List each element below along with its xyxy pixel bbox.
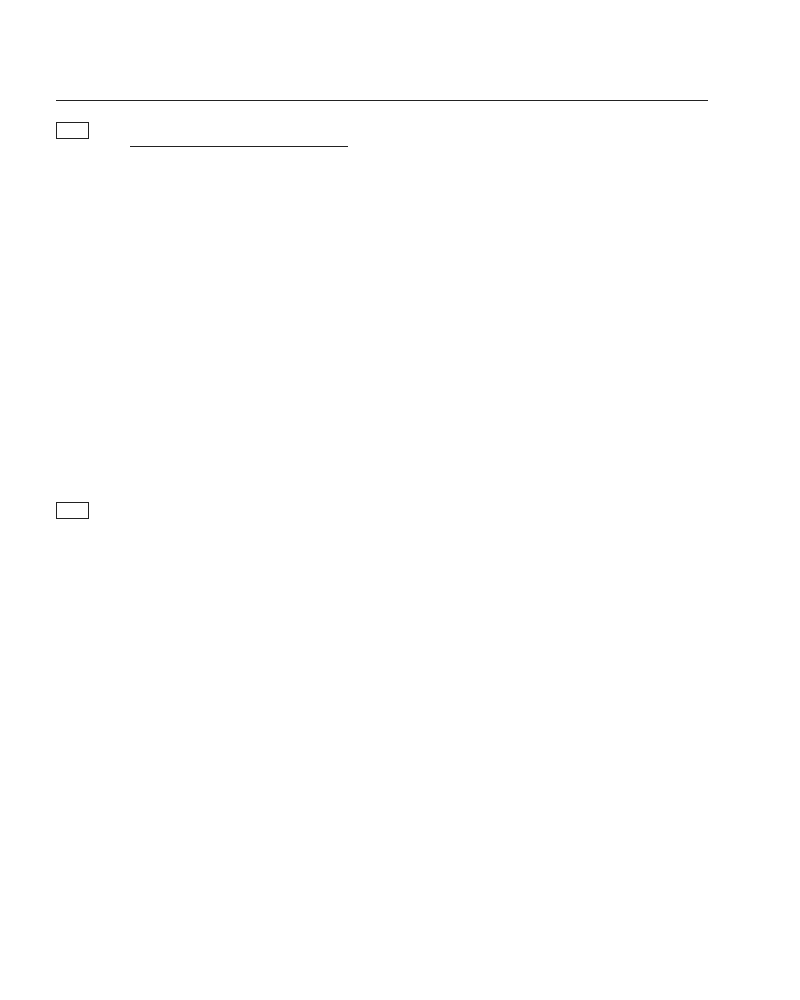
task-number-box	[56, 122, 89, 139]
task-number-box	[56, 502, 89, 519]
task-19	[56, 120, 708, 151]
answer-field[interactable]	[130, 134, 348, 147]
page-header	[56, 78, 708, 101]
answer-row	[130, 132, 708, 151]
task-20	[56, 500, 708, 518]
task-text	[112, 500, 708, 518]
bullet-item	[112, 500, 708, 518]
